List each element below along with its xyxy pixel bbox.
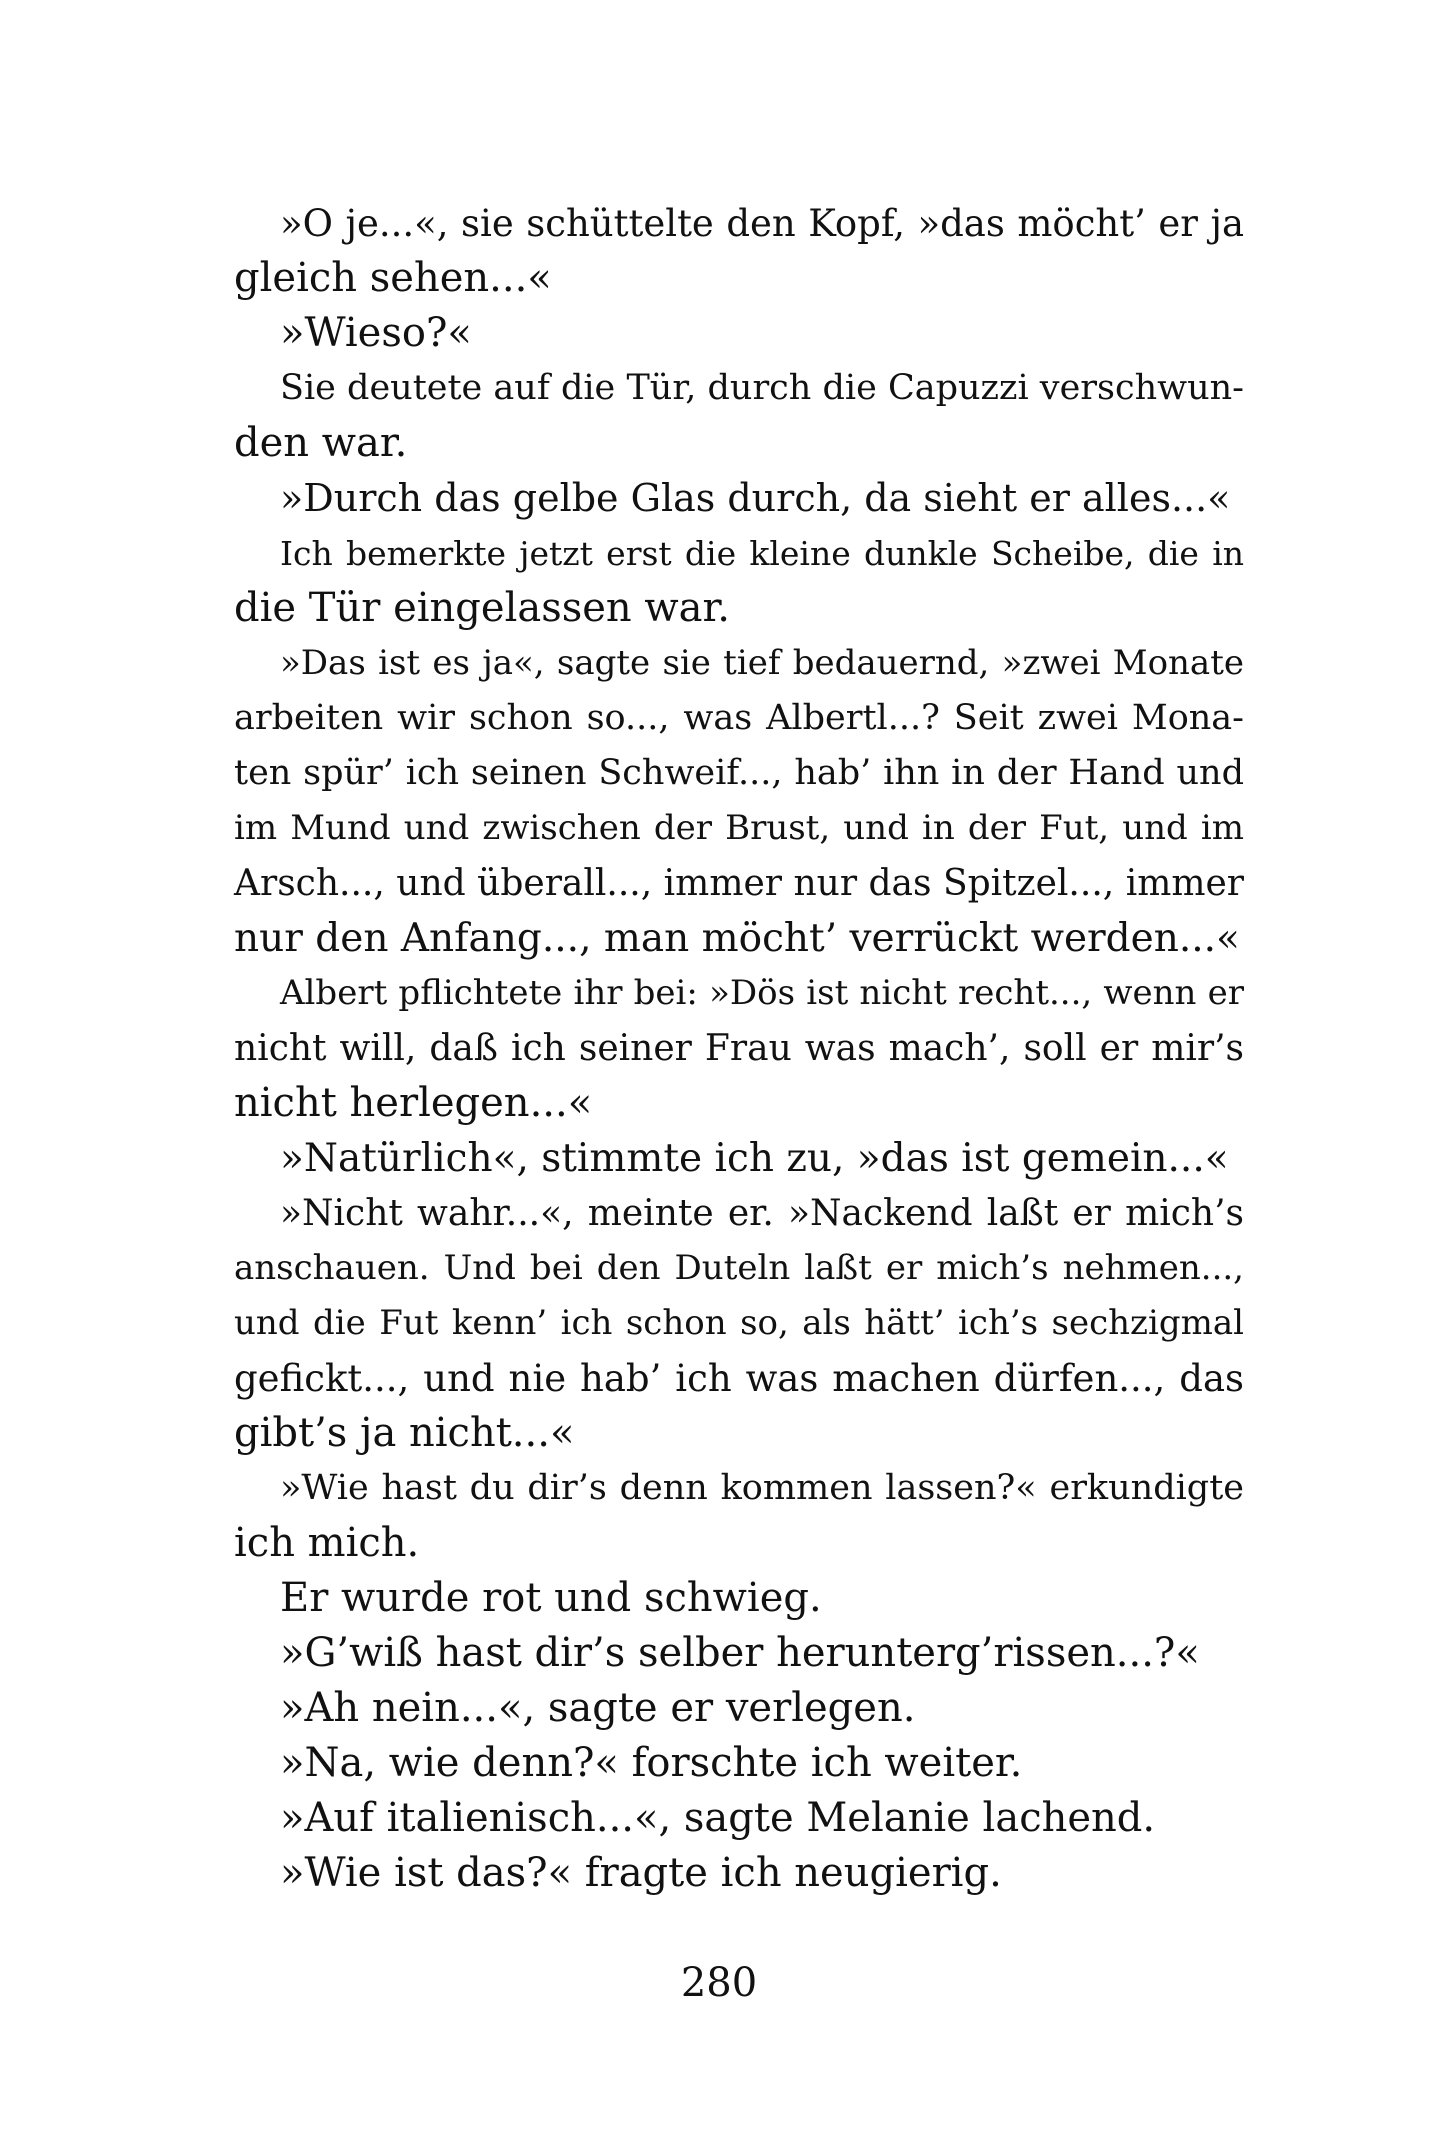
- text-line: arbeiten wir schon so..., was Albertl...? Seit zwei Mona-: [234, 698, 1244, 738]
- text-line: Ich bemerkte jetzt erst die kleine dunkle Scheibe, die in: [280, 534, 1244, 573]
- text-line: gefickt..., und nie hab’ ich was machen dürfen..., das: [234, 1357, 1244, 1400]
- text-line: gleich sehen...«: [234, 255, 552, 301]
- text-line: »Auf italienisch...«, sagte Melanie lachend.: [280, 1795, 1156, 1841]
- page-number: 280: [680, 1960, 758, 2006]
- text-line: »Wie ist das?« fragte ich neugierig.: [280, 1850, 1002, 1896]
- text-line: »O je...«, sie schüttelte den Kopf, »das möcht’ er ja: [280, 202, 1244, 245]
- text-line: anschauen. Und bei den Duteln laßt er mich’s nehmen...,: [234, 1248, 1244, 1288]
- text-line: im Mund und zwischen der Brust, und in der Fut, und im: [234, 808, 1244, 848]
- text-line: ten spür’ ich seinen Schweif..., hab’ ihn in der Hand und: [234, 753, 1244, 793]
- text-line: »G’wiß hast dir’s selber herunterg’rissen...?«: [280, 1630, 1200, 1676]
- text-line: »Natürlich«, stimmte ich zu, »das ist gemein...«: [280, 1136, 1229, 1181]
- text-line: »Wieso?«: [280, 310, 472, 356]
- text-line: die Tür eingelassen war.: [234, 585, 730, 631]
- text-line: den war.: [234, 420, 408, 466]
- book-page-text: [234, 196, 1244, 1901]
- text-line: Arsch..., und überall..., immer nur das Spitzel..., immer: [234, 863, 1244, 904]
- text-line: »Wie hast du dir’s denn kommen lassen?« erkundigte: [280, 1468, 1244, 1508]
- text-line: »Nicht wahr...«, meinte er. »Nackend laßt er mich’s: [280, 1193, 1244, 1234]
- text-line: und die Fut kenn’ ich schon so, als hätt’ ich’s sechzigmal: [234, 1303, 1244, 1343]
- text-line: »Na, wie denn?« forschte ich weiter.: [280, 1740, 1023, 1786]
- text-line: Albert pflichtete ihr bei: »Dös ist nicht recht..., wenn er: [280, 973, 1244, 1013]
- text-line: nicht will, daß ich seiner Frau was mach’, soll er mir’s: [234, 1028, 1244, 1069]
- text-line: Sie deutete auf die Tür, durch die Capuzzi verschwun-: [280, 368, 1244, 408]
- text-line: »Das ist es ja«, sagte sie tief bedauernd, »zwei Monate: [280, 643, 1244, 683]
- text-line: gibt’s ja nicht...«: [234, 1410, 575, 1456]
- text-line: »Durch das gelbe Glas durch, da sieht er alles...«: [280, 476, 1231, 520]
- text-line: nur den Anfang..., man möcht’ verrückt werden...«: [234, 916, 1240, 961]
- text-line: ich mich.: [234, 1520, 420, 1566]
- text-line: nicht herlegen...«: [234, 1080, 593, 1126]
- text-line: Er wurde rot und schwieg.: [280, 1575, 822, 1621]
- text-line: »Ah nein...«, sagte er verlegen.: [280, 1685, 916, 1731]
